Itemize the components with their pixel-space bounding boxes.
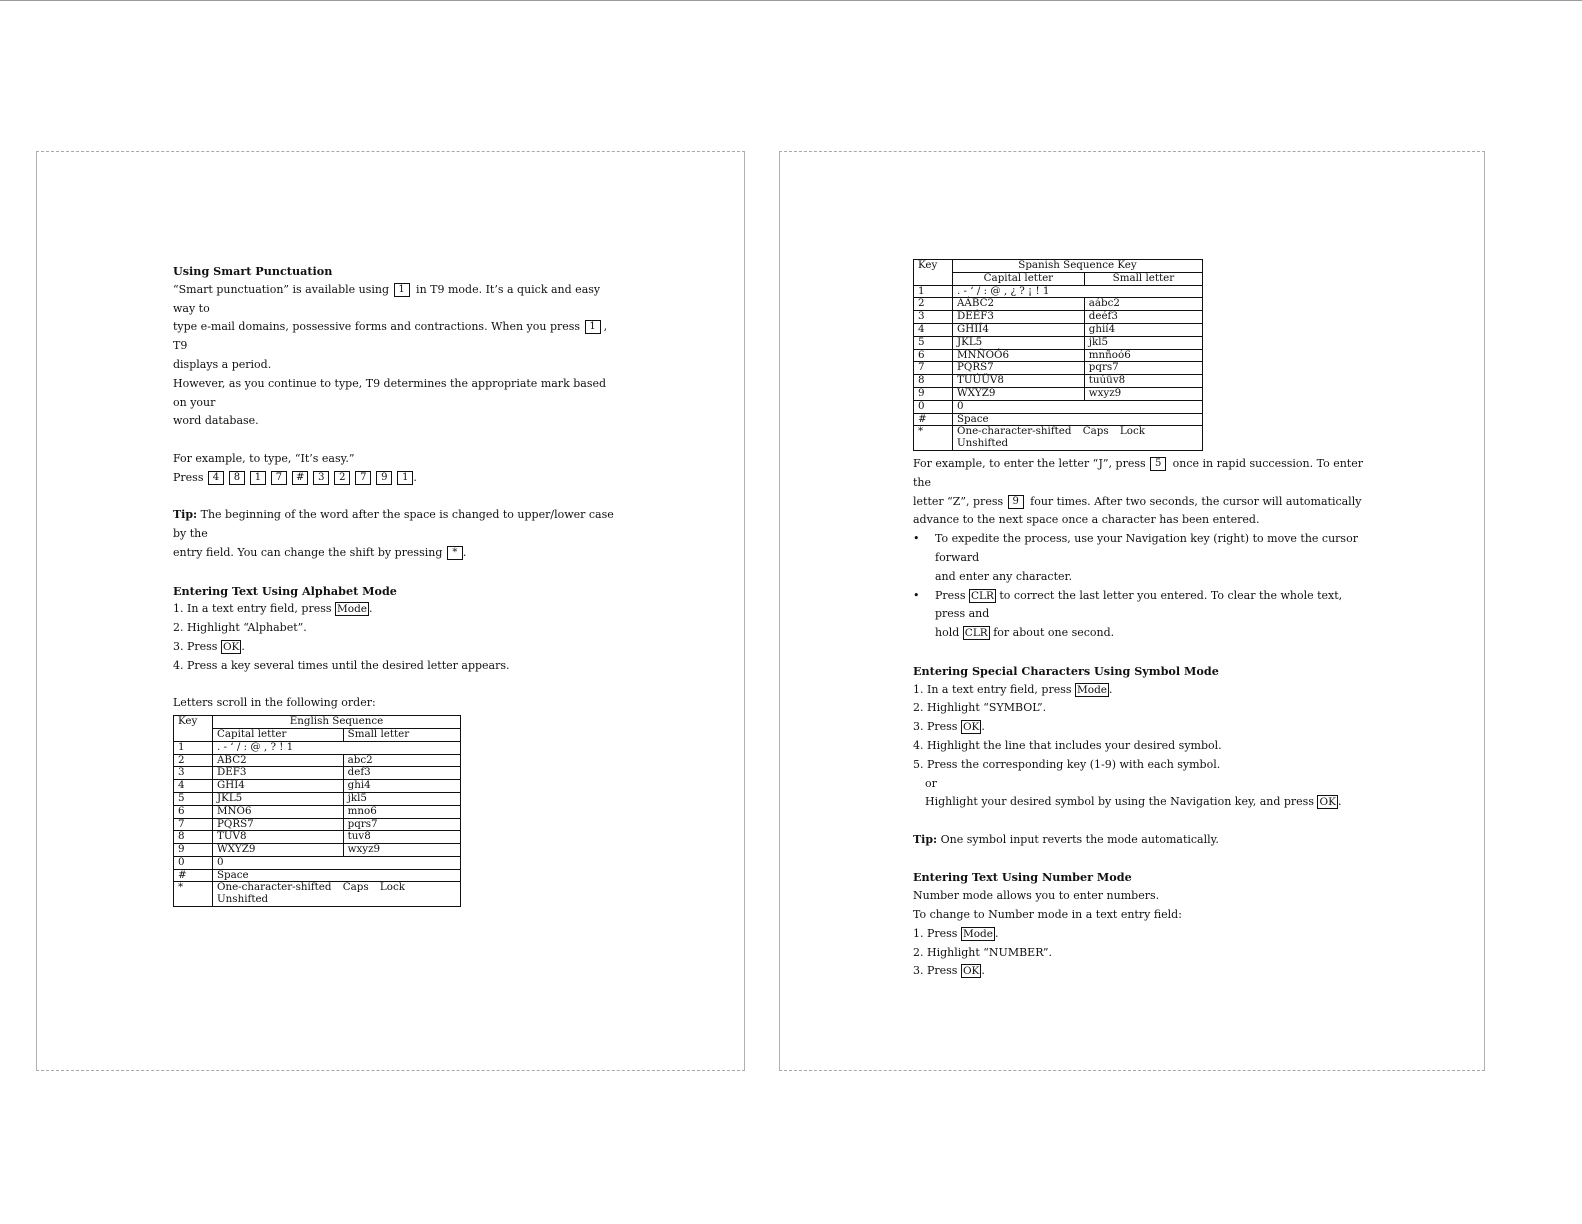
table-row: 9 WXYZ9 wxyz9 xyxy=(914,387,1203,400)
table-row: 1 . - ‘ / : @ , ¿ ? ¡ ! 1 xyxy=(914,285,1203,298)
smart-p1: “Smart punctuation” is available using 1 in T9 mode. It’s a quick and easy way to xyxy=(173,282,601,315)
mode-key: Mode xyxy=(962,927,993,940)
key-2: 2 xyxy=(334,471,350,485)
intro-l3: advance to the next space once a character has been entered. xyxy=(913,513,1260,527)
symbol-step-4: 4. Highlight the line that includes your desired symbol. xyxy=(913,738,1222,752)
table-row: 6 MNO6 mno6 xyxy=(174,805,461,818)
key-hash: # xyxy=(292,471,308,485)
sequence-header: English Sequence xyxy=(213,716,461,729)
table-row: # Space xyxy=(174,869,461,882)
mode-key: Mode xyxy=(337,603,368,616)
table-row: 1 . - ‘ / : @ , ? ! 1 xyxy=(174,741,461,754)
table-row: 8 TUÚÜV8 tuúüv8 xyxy=(914,375,1203,388)
smart-tip: Tip: The beginning of the word after the space is changed to upper/lower case by the xyxy=(173,508,614,541)
number-p1: Number mode allows you to enter numbers. xyxy=(913,889,1160,903)
bullet-icon: • xyxy=(913,588,920,602)
table-row: * One-character-shifted Caps Lock Unshifted xyxy=(914,426,1203,451)
key-8: 8 xyxy=(229,471,245,485)
table-row: 3 DEÉF3 deéf3 xyxy=(914,311,1203,324)
small-header: Small letter xyxy=(343,728,460,741)
symbol-step-3: 3. Press OK . xyxy=(913,720,985,734)
capital-header: Capital letter xyxy=(213,728,344,741)
intro-l1: For example, to enter the letter “J”, press 5 once in rapid succession. To enter the xyxy=(913,456,1363,489)
table-row: 7 PQRS7 pqrs7 xyxy=(914,362,1203,375)
symbol-tip: Tip: One symbol input reverts the mode automatically. xyxy=(913,832,1219,846)
table-row: 2 ABC2 abc2 xyxy=(174,754,461,767)
number-p2: To change to Number mode in a text entry field: xyxy=(913,908,1182,922)
smart-tip-2: entry field. You can change the shift by pressing * . xyxy=(173,545,467,559)
table-row: 3 DEF3 def3 xyxy=(174,767,461,780)
key-1: 1 xyxy=(394,283,410,297)
symbol-or: or xyxy=(925,776,937,790)
table-row: 5 JKL5 jkl5 xyxy=(914,336,1203,349)
table-row: * One-character-shifted Caps Lock Unshifted xyxy=(174,882,461,907)
small-header: Small letter xyxy=(1084,272,1202,285)
number-step-1: 1. Press Mode . xyxy=(913,926,999,940)
key-header: Key xyxy=(914,260,953,286)
key-4: 4 xyxy=(208,471,224,485)
table-row: 8 TUV8 tuv8 xyxy=(174,831,461,844)
key-header: Key xyxy=(174,716,213,742)
left-column xyxy=(173,262,623,907)
scroll-intro: Letters scroll in the following order: xyxy=(173,696,376,710)
bullet-icon: • xyxy=(913,532,920,546)
number-step-3: 3. Press OK . xyxy=(913,964,985,978)
table-row: # Space xyxy=(914,413,1203,426)
key-9: 9 xyxy=(376,471,392,485)
smart-p2: type e-mail domains, possessive forms and contractions. When you press 1 , T9 xyxy=(173,320,608,353)
table-row: 0 0 xyxy=(174,856,461,869)
symbol-step-1: 1. In a text entry field, press Mode . xyxy=(913,682,1113,696)
bullet-continuation: and enter any character. xyxy=(935,569,1073,583)
ok-key: OK xyxy=(1319,796,1336,809)
ok-key: OK xyxy=(962,965,980,978)
alpha-step-2: 2. Highlight “Alphabet”. xyxy=(173,621,307,635)
key-1: 1 xyxy=(250,471,266,485)
alpha-step-4: 4. Press a key several times until the desired letter appears. xyxy=(173,658,510,672)
table-row: 5 JKL5 jkl5 xyxy=(174,792,461,805)
table-row: 2 AÁBC2 aábc2 xyxy=(914,298,1203,311)
left-page xyxy=(36,151,745,1071)
smart-p4: However, as you continue to type, T9 determines the appropriate mark based on your xyxy=(173,376,607,409)
smart-punctuation-heading: Using Smart Punctuation xyxy=(173,264,333,278)
ok-key: OK xyxy=(962,721,980,734)
table-row: 7 PQRS7 pqrs7 xyxy=(174,818,461,831)
right-page xyxy=(779,151,1485,1071)
clr-key: CLR xyxy=(970,589,994,602)
capital-header: Capital letter xyxy=(953,272,1085,285)
symbol-step-2: 2. Highlight “SYMBOL”. xyxy=(913,701,1047,715)
right-column xyxy=(913,259,1373,981)
clr-key: CLR xyxy=(964,627,988,640)
key-sequence: Press 4 8 1 7 # 3 2 7 9 1 . xyxy=(173,470,417,484)
table-row: 4 GHI4 ghi4 xyxy=(174,780,461,793)
ok-key: OK xyxy=(222,640,240,653)
key-1: 1 xyxy=(585,320,601,334)
bullet-continuation: hold CLR for about one second. xyxy=(935,626,1115,640)
key-7: 7 xyxy=(271,471,287,485)
symbol-step-5: 5. Press the corresponding key (1-9) with each symbol. xyxy=(913,757,1221,771)
smart-p5: word database. xyxy=(173,414,259,428)
table-row: 4 GHIÍ4 ghií4 xyxy=(914,323,1203,336)
table-row: 9 WXYZ9 wxyz9 xyxy=(174,844,461,857)
alpha-step-1: 1. In a text entry field, press Mode . xyxy=(173,602,373,616)
bullet-item: • To expedite the process, use your Navigation key (right) to move the cursor forward xyxy=(913,532,1358,564)
sequence-header: Spanish Sequence Key xyxy=(953,260,1203,273)
table-header-row xyxy=(914,260,1203,273)
table-header-row xyxy=(174,716,461,729)
key-5: 5 xyxy=(1150,457,1166,471)
table-subheader-row xyxy=(914,272,1203,285)
intro-l2: letter “Z”, press 9 four times. After two seconds, the cursor will automatically xyxy=(913,494,1362,508)
top-rule xyxy=(0,0,1582,1)
table-row: 6 MNÑOÓ6 mnñoó6 xyxy=(914,349,1203,362)
english-sequence-table xyxy=(173,715,461,907)
key-3: 3 xyxy=(313,471,329,485)
smart-p3: displays a period. xyxy=(173,357,272,371)
smart-example: For example, to type, “It’s easy.” xyxy=(173,451,355,465)
table-row: 0 0 xyxy=(914,400,1203,413)
mode-key: Mode xyxy=(1077,683,1108,696)
key-9: 9 xyxy=(1008,495,1024,509)
key-star: * xyxy=(447,546,463,560)
number-step-2: 2. Highlight “NUMBER”. xyxy=(913,945,1053,959)
symbol-mode-heading: Entering Special Characters Using Symbol Mode xyxy=(913,663,1219,678)
key-1: 1 xyxy=(397,471,413,485)
number-mode-heading: Entering Text Using Number Mode xyxy=(913,870,1132,885)
spanish-sequence-table xyxy=(913,259,1203,451)
bullet-item: • Press CLR to correct the last letter you entered. To clear the whole text, press and xyxy=(913,588,1343,621)
table-subheader-row xyxy=(174,728,461,741)
alphabet-mode-heading: Entering Text Using Alphabet Mode xyxy=(173,583,397,598)
symbol-step-6: Highlight your desired symbol by using the Navigation key, and press OK . xyxy=(925,795,1342,809)
alpha-step-3: 3. Press OK . xyxy=(173,639,245,653)
key-7: 7 xyxy=(355,471,371,485)
